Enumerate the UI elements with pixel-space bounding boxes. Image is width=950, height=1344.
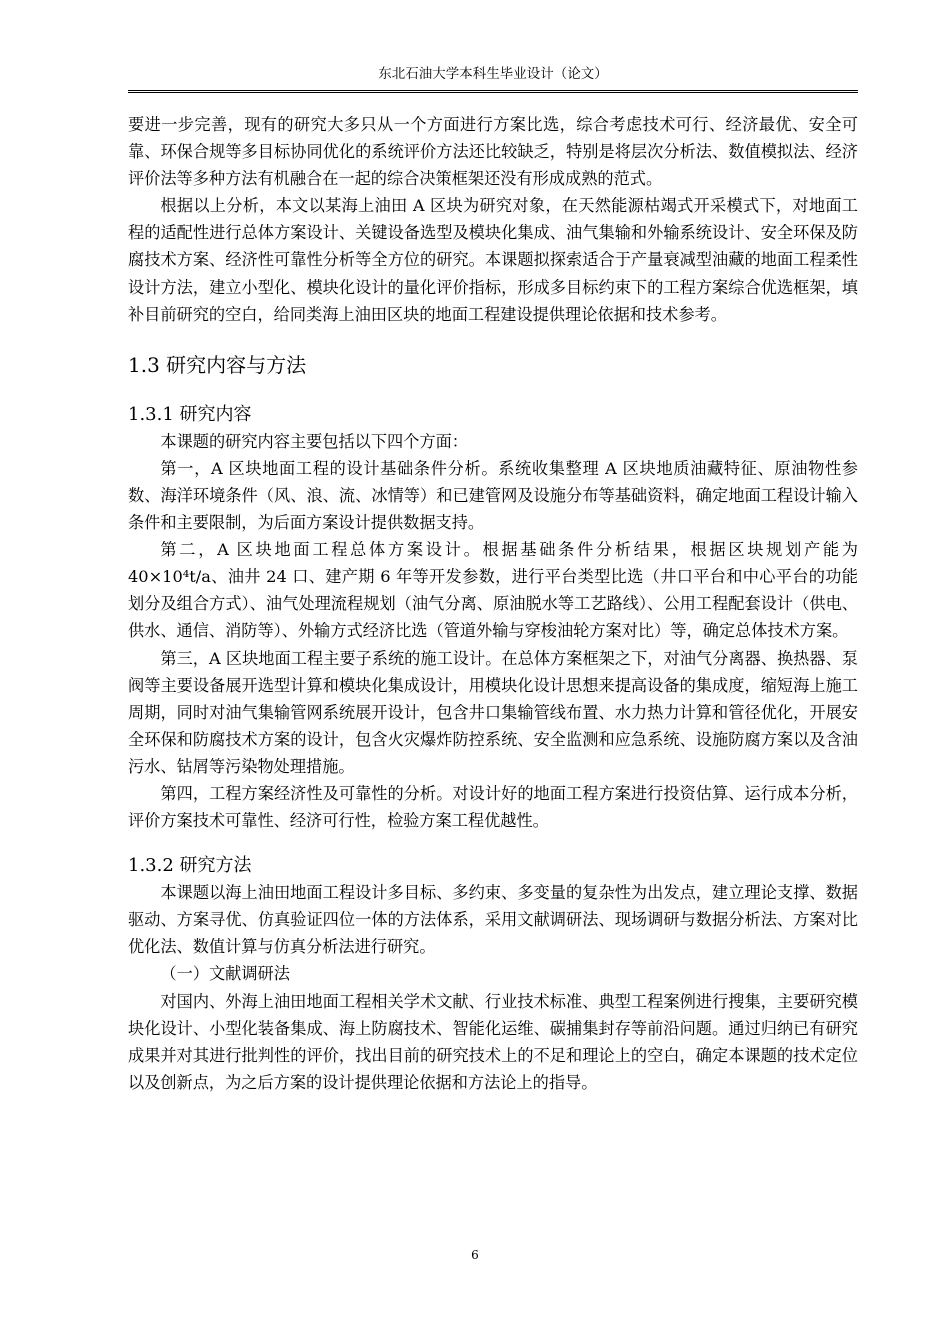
running-header: 东北石油大学本科生毕业设计（论文）: [378, 66, 608, 82]
header-double-rule: [128, 90, 858, 93]
page-body: [128, 111, 858, 1096]
content-item-2: 第二，A 区块地面工程总体方案设计。根据基础条件分析结果，根据区块规划产能为 40×10⁴t/a、油井 24 口、建产期 6 年等开发参数，进行平台类型比选（井口平台和中心平台的功能划分及组合方式）、油气处理流程规划（油气分离、原油脱水等工艺路线）、公用工程配套设计（供电、供水、通信、消防等）、外输方式经济比选（管道外输与穿梭油轮方案对比）等，确定总体技术方案。: [128, 540, 858, 641]
content-intro: 本课题的研究内容主要包括以下四个方面：: [160, 431, 468, 451]
content-item-4: 第四，工程方案经济性及可靠性的分析。对设计好的地面工程方案进行投资估算、运行成本分析，评价方案技术可靠性、经济可行性，检验方案工程优越性。: [128, 783, 858, 831]
content-item-3: 第三，A 区块地面工程主要子系统的施工设计。在总体方案框架之下，对油气分离器、换热器、泵阀等主要设备展开选型计算和模块化集成设计，用模块化设计思想来提高设备的集成度，缩短海上施工周期，同时对油气集输管网系统展开设计，包含井口集输管线布置、水力热力计算和管径优化，开展安全环保和防腐技术方案的设计，包含火灾爆炸防控系统、安全监测和应急系统、设施防腐方案以及含油污水、钻屑等污染物处理措施。: [128, 648, 858, 776]
page-number: 6: [471, 1248, 479, 1262]
section-heading-1-3: 1.3 研究内容与方法: [128, 352, 307, 377]
methods-sub1-title: （一）文献调研法: [160, 964, 290, 984]
content-item-1: 第一，A 区块地面工程的设计基础条件分析。系统收集整理 A 区块地质油藏特征、原油物性参数、海洋环境条件（风、浪、流、冰情等）和已建管网及设施分布等基础资料，确定地面工程设计输入条件和主要限制，为后面方案设计提供数据支持。: [128, 458, 858, 533]
paragraph-research-scope: 根据以上分析，本文以某海上油田 A 区块为研究对象，在天然能源枯竭式开采模式下，对地面工程的适配性进行总体方案设计、关键设备选型及模块化集成、油气集输和外输系统设计、安全环保及防腐技术方案、经济性可靠性分析等全方位的研究。本课题拟探索适合于产量衰减型油藏的地面工程柔性设计方法，建立小型化、模块化设计的量化评价指标，形成多目标约束下的工程方案综合优选框架，填补目前研究的空白，给同类海上油田区块的地面工程建设提供理论依据和技术参考。: [128, 196, 858, 324]
paragraph-continuation: 要进一步完善，现有的研究大多只从一个方面进行方案比选，综合考虑技术可行、经济最优、安全可靠、环保合规等多目标协同优化的系统评价方法还比较缺乏，特别是将层次分析法、数值模拟法、经济评价法等多种方法有机融合在一起的综合决策框架还没有形成成熟的范式。: [128, 115, 858, 189]
subsection-heading-1-3-2: 1.3.2 研究方法: [128, 855, 252, 877]
subsection-heading-1-3-1: 1.3.1 研究内容: [128, 403, 252, 425]
methods-sub1-text: 对国内、外海上油田地面工程相关学术文献、行业技术标准、典型工程案例进行搜集，主要研究模块化设计、小型化装备集成、海上防腐技术、智能化运维、碳捕集封存等前沿问题。通过归纳已有研究成果并对其进行批判性的评价，找出目前的研究技术上的不足和理论上的空白，确定本课题的技术定位以及创新点，为之后方案的设计提供理论依据和方法论上的指导。: [128, 991, 858, 1092]
methods-intro: 本课题以海上油田地面工程设计多目标、多约束、多变量的复杂性为出发点，建立理论支撑、数据驱动、方案寻优、仿真验证四位一体的方法体系，采用文献调研法、现场调研与数据分析法、方案对比优化法、数值计算与仿真分析法进行研究。: [128, 883, 858, 957]
